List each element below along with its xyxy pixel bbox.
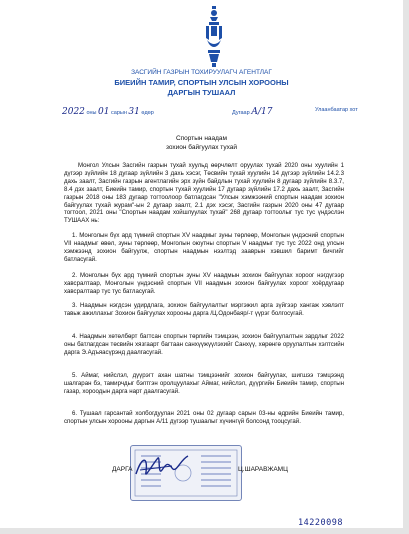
- date-month-label: сарын: [111, 110, 127, 116]
- date-year-label: оны: [86, 110, 97, 116]
- document-type: ДАРГЫН ТУШААЛ: [167, 88, 236, 97]
- date-day-label: өдөр: [141, 110, 154, 116]
- state-emblem-icon: [200, 6, 228, 68]
- order-item-5: 5. Аймаг, нийслэл, дүүрэгт ахан шатны тэмцээнийг зохион байгуулах, шигшээ тэмцээнд шалгаран бэ, тамирчдыг бэлтгэн оролцуулахыг Аймаг, нийслэл, дүүргийн Биеийн тамир, спортын газар, хороодын дарга нарт даалгасугай.: [64, 372, 344, 395]
- number-label: Дугаар: [232, 110, 250, 116]
- signatory-title: ДАРГА: [112, 466, 133, 473]
- agency-type: ЗАСГИЙН ГАЗРЫН ТОХИРУУЛАГЧ АГЕНТЛАГ: [131, 69, 272, 76]
- order-item-6: 6. Тушаал гарсантай холбогдуулан 2021 оны 02 дугаар сарын 03-ны өдрийн Биеийн тамир, спортын улсын хорооны даргын А/11 дүгээр тушаалыг хүчингүй болсонд тооцсугай.: [64, 410, 344, 425]
- signatory-name: Ц.ШАРАВЖАМЦ: [238, 466, 288, 473]
- order-item-3: 3. Наадмын нэгдсэн удирдлага, зохион байгуулалтыг мэргэжил арга зүйгээр хангаж хэвлэлт тавьж ажиллахыг Зохион байгуулах хорооны дарга /Ц.Одонбаяр/-т үүрэг болгосугай.: [64, 302, 344, 317]
- agency-name: БИЕИЙН ТАМИР, СПОРТЫН УЛСЫН ХОРООНЫ: [114, 78, 289, 87]
- date-year: 2022: [62, 107, 85, 117]
- order-number: А/17: [251, 107, 273, 117]
- order-item-1: 1. Монголын бүх ард түмний спортын XV наадмыг зуны төрлөөр, Монголын үндэсний спортын VII наадмыг өвөл, зуны төрлөөр, Монголын оюутны спортын V наадмыг тус тус 2022 онд улсын хэмжээнд зохион байгуулж, спортын наадмын нээлтэд зааврын хэвшил баримт бичгийг батласугай.: [64, 232, 344, 263]
- handwritten-signature: [132, 452, 192, 482]
- date-day: 31: [128, 107, 140, 117]
- city-label: Улаанбаатар хот: [315, 107, 358, 113]
- preamble-paragraph: Монгол Улсын Засгийн газрын тухай хуульд өөрчлөлт оруулах тухай 2020 оны хуулийн 1 дүгээр зүйлийн 18 дугаар зүйлийн 3 дахь хэсэг, Төсвийн тухай хуулийн 14 дүгээр зүйлийн 14.2.3 дахь заалт, Засгийн газрын агентлагийн эрх зүйн байдлын тухай хуулийн 8 дугаар зүйлийн 8.3.7, 8.4 дэх заалт, Биеийн тамир, спортын тухай хуулийн 17 дугаар зүйлийн 17.2 дахь заалт, Засгийн газрын 2018 оны 183 дугаар тогтоолоор батлагдсан "Улсын хэмжээний спортын наадам зохион байгуулах тухай журам"-ын 2 дугаар заалт, 2.1 дэх хэсэг, Засгийн газрын 2020 оны 47 дугаар тогтоол, 2021 оны "Спортын наадам хойшлуулах тухай" 268 дугаар тогтоолыг тус тус үндэслэн ТУШААХ нь:: [64, 162, 344, 225]
- subject-line-1: Спортын наадам: [175, 135, 228, 142]
- subject-line-2: зохион байгуулах тухай: [165, 144, 238, 151]
- order-item-4: 4. Наадмын хөтөлбөрт багтсан спортын төрлийн тэмцээн, зохион байгуулалтын зардлыг 2022 оны батлагдсан төсвийн хязгаарт багтаан санхүүжүүлэхийг Санхүү, хөрөнгө оруулалтын хэлтсийн дарга Э.Адъяасүрэнд даалгасугай.: [64, 333, 344, 356]
- order-item-2: 2. Монголын бүх ард түмний спортын зуны XV наадмын зохион байгуулах хороог нэгдүгээр хавсралтаар, Монголын үндэсний спортын VII наадмын зохион байгуулах хороог хоёрдугаар хавсралтаар тус тус батласугай.: [64, 272, 344, 295]
- date-month: 01: [98, 107, 110, 117]
- document-serial-number: 14220098: [298, 518, 343, 528]
- date-field: [62, 107, 154, 117]
- number-field: [232, 107, 273, 117]
